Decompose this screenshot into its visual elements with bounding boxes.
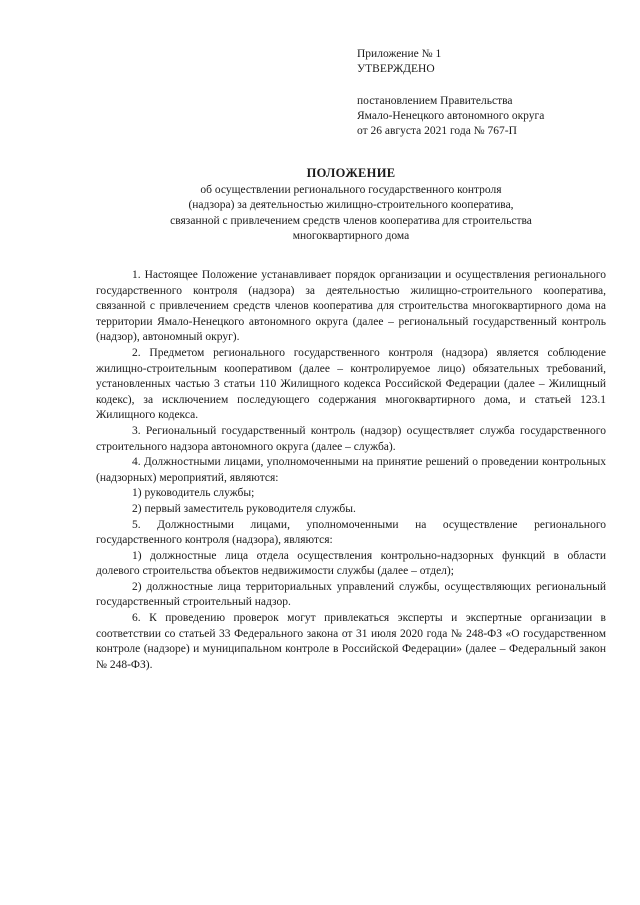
paragraph-4: 4. Должностными лицами, уполномоченными на принятие решений о проведении контрольных (надзорных) мероприятий, являются: (96, 456, 606, 484)
document-title-block (96, 166, 606, 245)
approval-line-3: от 26 августа 2021 года № 767-П (357, 125, 517, 137)
approval-line-2: Ямало-Ненецкого автономного округа (357, 110, 545, 122)
approved-label: УТВЕРЖДЕНО (357, 63, 435, 75)
appendix-label: Приложение № 1 (357, 48, 442, 60)
subtitle-line-2: (надзора) за деятельностью жилищно-строительного кооператива, (188, 199, 514, 211)
list-item-4-1: 1) руководитель службы; (132, 487, 255, 500)
document-title: ПОЛОЖЕНИЕ (306, 166, 396, 180)
document-body (96, 268, 606, 673)
paragraph-1: 1. Настоящее Положение устанавливает порядок организации и осуществления регионального государственного контроля (надзора) за деятельностью жилищно-строительного кооператива, связанной с привлечением средств членов кооператива для строительства многоквартирного дома на территории Ямало-Ненецкого автономного округа (далее – региональный государственный контроль (надзор), автономный округ). (96, 269, 606, 344)
subtitle-line-4: многоквартирного дома (292, 230, 410, 242)
subtitle-line-1: об осуществлении регионального государственного контроля (200, 183, 502, 196)
paragraph-3: 3. Региональный государственный контроль (надзор) осуществляет служба государственного строительного надзора автономного округа (далее – служба). (96, 424, 606, 453)
list-item-5-2: 2) должностные лица территориальных управлений службы, осуществляющих региональный государственный строительный надзор. (96, 580, 606, 609)
list-item-5-1: 1) должностные лица отдела осуществления контрольно-надзорных функций в области долевого строительства объектов недвижимости службы (далее – отдел); (96, 549, 606, 578)
paragraph-5: 5. Должностными лицами, уполномоченными на осуществление регионального государственного контроля (надзора), являются: (96, 518, 606, 547)
paragraph-2: 2. Предметом регионального государственного контроля (надзора) является соблюдение жилищно-строительным кооперативом (далее – контролируемое лицо) обязательных требований, установленных частью 3 статьи 110 Жилищного кодекса Российской Федерации (далее – Жилищный кодекс), за исключением последующего содержания многоквартирного дома, и статьей 123.1 Жилищного кодекса. (96, 346, 606, 422)
approval-line-1: постановлением Правительства (357, 95, 513, 107)
approval-stamp (357, 47, 544, 139)
paragraph-6: 6. К проведению проверок могут привлекаться эксперты и экспертные организации в соответствии со статьей 33 Федерального закона от 31 июля 2020 года № 248-ФЗ «О государственном контроле (надзоре) и муниципальном контроле в Российской Федерации» (далее – Федеральный закон № 248-ФЗ). (96, 612, 606, 671)
approval-gap (357, 77, 544, 94)
list-item-4-2: 2) первый заместитель руководителя службы. (132, 502, 356, 515)
subtitle-line-3: связанной с привлечением средств членов кооператива для строительства (170, 214, 532, 227)
